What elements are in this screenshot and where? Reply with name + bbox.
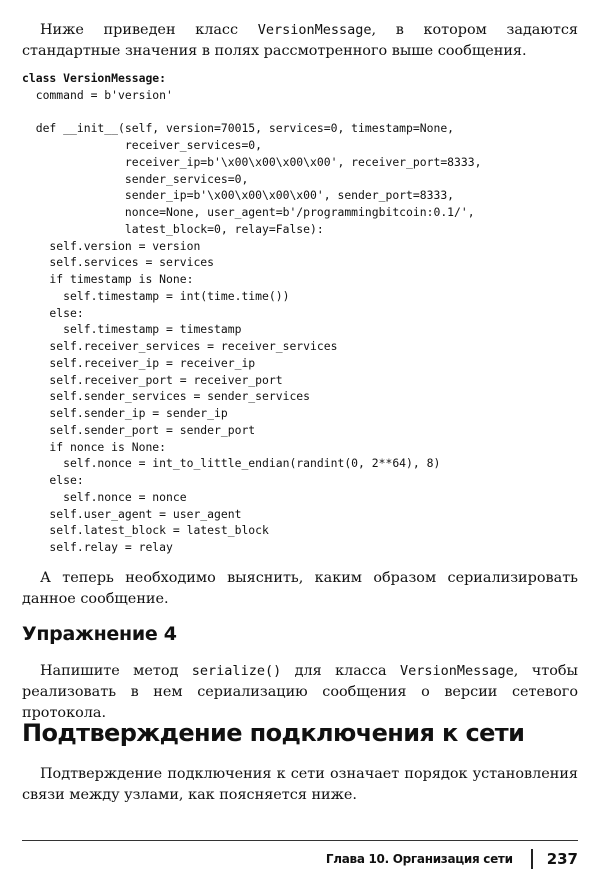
code-line: self.relay = relay <box>22 540 173 554</box>
intro-class-name: VersionMessage <box>257 22 372 38</box>
code-line: nonce=None, user_agent=b'/programmingbitcoin:0.1/', <box>22 205 475 219</box>
exercise-class-name: VersionMessage <box>399 663 514 679</box>
code-line: self.receiver_ip = receiver_ip <box>22 355 256 370</box>
code-line: else: <box>22 305 84 320</box>
intro-text-start: Ниже приведен класс <box>40 22 258 38</box>
code-line: receiver_ip=b'\x00\x00\x00\x00', receiver_port=8333, <box>22 154 482 169</box>
code-line: else: <box>22 473 84 487</box>
after-code-paragraph <box>22 568 578 610</box>
code-line <box>22 104 481 121</box>
page-number: 237 <box>546 850 578 868</box>
section-text: Подтверждение подключения к сети означает порядок установления связи между узлами, как поясняется ниже. <box>22 766 578 803</box>
exercise-text-1: Напишите метод <box>40 663 192 679</box>
code-line: self.sender_port = sender_port <box>22 422 256 437</box>
code-line: self.receiver_port = receiver_port <box>22 372 283 387</box>
code-line: self.receiver_services = receiver_services <box>22 339 338 353</box>
code-line: sender_services=0, <box>22 171 249 186</box>
code-line: self.timestamp = int(time.time()) <box>22 288 290 303</box>
footer-rule <box>22 840 578 841</box>
code-line: command = b'version' <box>22 87 173 102</box>
exercise-method-name: serialize() <box>191 663 282 679</box>
code-line: self.timestamp = timestamp <box>22 322 242 337</box>
code-line: receiver_services=0, <box>22 138 263 152</box>
page-footer <box>326 849 578 869</box>
code-line: latest_block=0, relay=False): <box>22 221 324 236</box>
code-line: class VersionMessage: <box>22 71 167 85</box>
footer-chapter-title: Глава 10. Организация сети <box>325 852 513 866</box>
code-line: self.nonce = int_to_little_endian(randint(0, 2**64), 8) <box>22 456 441 471</box>
after-code-text: А теперь необходимо выяснить, каким образом сериализировать данное сообщение. <box>22 570 578 607</box>
code-line: self.nonce = nonce <box>22 489 187 504</box>
code-listing <box>22 70 481 556</box>
code-line: self.version = version <box>22 238 201 253</box>
exercise-text-3: , чтобы реализовать в нем сериализацию сообщения о версии сетевого протокола. <box>22 663 578 721</box>
intro-text-end: , в котором задаются стандартные значения в полях рассмотренного выше сообщения. <box>22 22 579 59</box>
code-line: sender_ip=b'\x00\x00\x00\x00', sender_port=8333, <box>22 188 455 203</box>
intro-paragraph <box>22 20 578 62</box>
code-line: def __init__(self, version=70015, services=0, timestamp=None, <box>22 121 455 136</box>
code-line: if nonce is None: <box>22 439 167 454</box>
section-heading: Подтверждение подключения к сети <box>22 719 525 747</box>
code-line: self.user_agent = user_agent <box>22 506 242 521</box>
exercise-heading: Упражнение 4 <box>22 623 177 645</box>
code-line: self.sender_services = sender_services <box>22 389 311 404</box>
footer-divider <box>531 849 533 869</box>
code-line: self.sender_ip = sender_ip <box>22 406 228 420</box>
code-line: if timestamp is None: <box>22 272 194 286</box>
code-line: self.latest_block = latest_block <box>22 523 269 538</box>
code-line: self.services = services <box>22 255 215 270</box>
exercise-paragraph <box>22 661 578 724</box>
exercise-text-2: для класса <box>281 663 400 679</box>
section-paragraph <box>22 764 578 806</box>
